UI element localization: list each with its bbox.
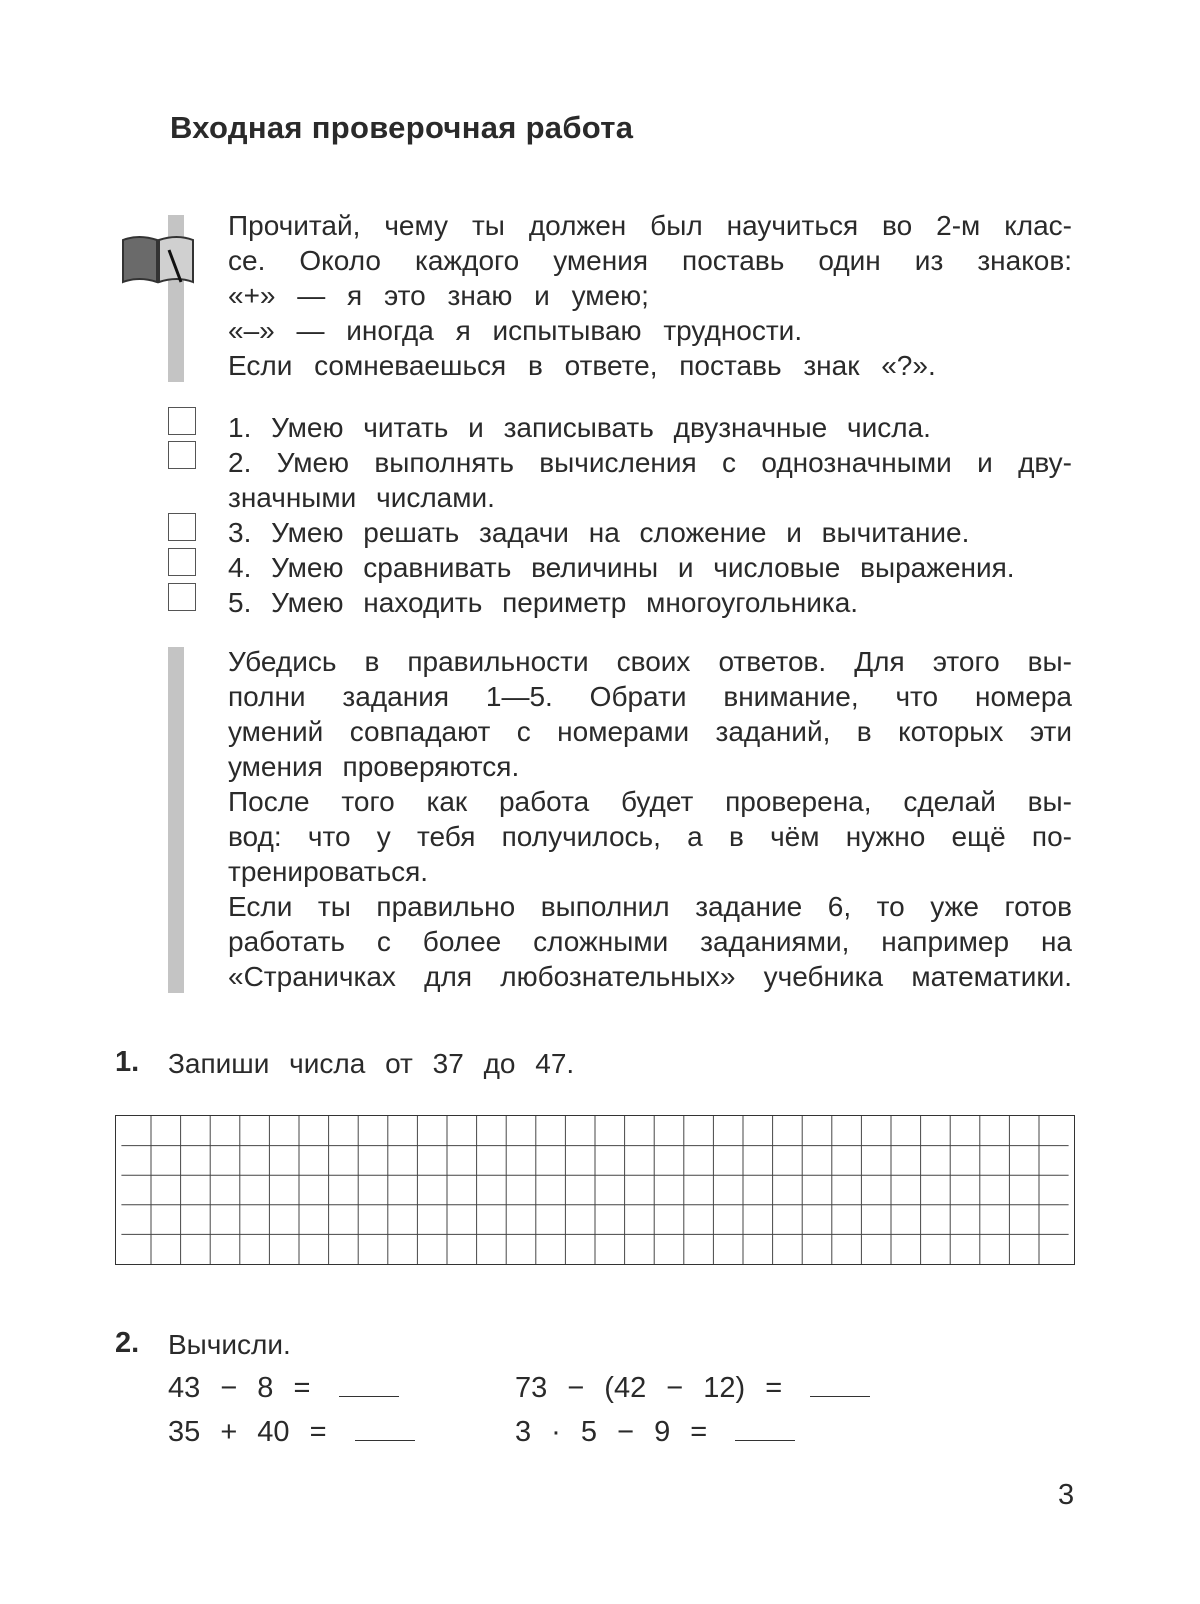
skill-item: 3. Умею решать задачи на сложение и вычитание. [228, 517, 970, 548]
answer-blank[interactable] [735, 1418, 795, 1441]
note-line: умения проверяются. [228, 751, 520, 782]
answer-grid[interactable] [115, 1115, 1075, 1265]
page-number: 3 [1058, 1479, 1075, 1511]
skill-item: 4. Умею сравнивать величины и числовые выражения. [228, 552, 1015, 583]
note-text [228, 644, 1072, 994]
expression: 73 − (42 − 12) = [515, 1372, 783, 1404]
answer-blank[interactable] [355, 1418, 415, 1441]
expression: 3 · 5 − 9 = [515, 1416, 708, 1448]
book-icon [119, 232, 197, 288]
expression-row [515, 1372, 870, 1405]
skill-item: 5. Умею находить периметр многоугольника. [228, 587, 859, 618]
skill-item: 1. Умею читать и записывать двузначные числа. [228, 412, 931, 443]
note-sidebar [168, 647, 184, 993]
task-1-number: 1. [115, 1046, 140, 1078]
intro-line: Прочитай, чему ты должен был научиться во 2-м клас- [228, 210, 1072, 241]
skill-checkbox-2[interactable] [168, 441, 196, 469]
note-line: полни задания 1—5. Обрати внимание, что номера [228, 681, 1072, 712]
note-line: После того как работа будет проверена, сделай вы- [228, 786, 1072, 817]
note-line: Если ты правильно выполнил задание 6, то уже готов [228, 891, 1072, 922]
skill-checkbox-3[interactable] [168, 513, 196, 541]
intro-line: «+» — я это знаю и умею; [228, 280, 649, 311]
task-2-number: 2. [115, 1327, 140, 1359]
expression-row [168, 1372, 399, 1405]
note-line: работать с более сложными заданиями, например на [228, 926, 1072, 957]
skill-checkbox-4[interactable] [168, 548, 196, 576]
intro-line: се. Около каждого умения поставь один из знаков: [228, 245, 1072, 276]
skills-list [228, 410, 1072, 620]
expression-row [168, 1416, 415, 1449]
note-line: Убедись в правильности своих ответов. Для этого вы- [228, 646, 1072, 677]
intro-line: Если сомневаешься в ответе, поставь знак «?». [228, 350, 936, 381]
note-line: тренироваться. [228, 856, 429, 887]
task-1-text: Запиши числа от 37 до 47. [168, 1048, 575, 1079]
intro-line: «–» — иногда я испытываю трудности. [228, 315, 803, 346]
expression: 35 + 40 = [168, 1416, 327, 1448]
skill-item: значными числами. [228, 482, 495, 513]
note-line: «Страничках для любознательных» учебника математики. [228, 961, 1072, 992]
answer-blank[interactable] [339, 1374, 399, 1397]
expression: 43 − 8 = [168, 1372, 311, 1404]
note-line: умений совпадают с номерами заданий, в которых эти [228, 716, 1072, 747]
task-2-text: Вычисли. [168, 1329, 291, 1360]
skill-checkbox-5[interactable] [168, 583, 196, 611]
skill-item: 2. Умею выполнять вычисления с однозначными и дву- [228, 447, 1072, 478]
answer-blank[interactable] [810, 1374, 870, 1397]
intro-text [228, 208, 1072, 383]
expression-row [515, 1416, 795, 1449]
note-line: вод: что у тебя получилось, а в чём нужно ещё по- [228, 821, 1072, 852]
skill-checkbox-1[interactable] [168, 407, 196, 435]
page-title: Входная проверочная работа [170, 110, 634, 145]
